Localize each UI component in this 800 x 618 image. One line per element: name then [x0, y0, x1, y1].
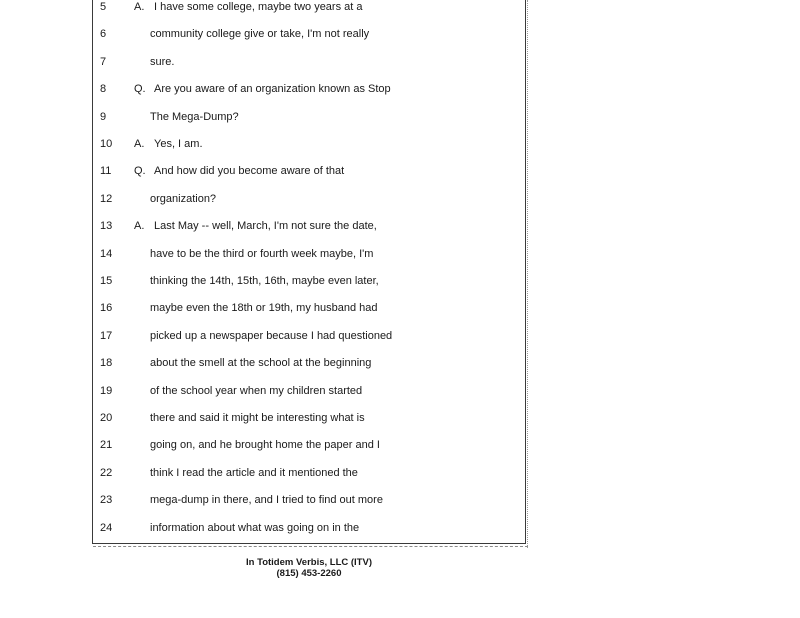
transcript-line [93, 520, 525, 536]
speaker-label: A. [134, 220, 145, 233]
line-text: have to be the third or fourth week maybe, I'm [150, 247, 374, 260]
speaker-label: A. [134, 138, 145, 150]
line-text: sure. [150, 55, 175, 68]
line-text: think I read the article and it mentioned the [150, 466, 358, 479]
transcript-line [93, 273, 525, 289]
transcript-line [93, 54, 525, 70]
speaker-label: Q. [134, 83, 146, 96]
line-number: 19 [100, 384, 113, 397]
footer-company: In Totidem Verbis, LLC (ITV) [246, 557, 372, 568]
transcript-line [93, 0, 525, 15]
line-text: mega-dump in there, and I tried to find out more [150, 494, 383, 507]
transcript-line [93, 109, 525, 125]
line-text: picked up a newspaper because I had questioned [150, 329, 393, 342]
line-text: information about what was going on in the [150, 521, 360, 534]
line-text: community college give or take, I'm not really [150, 28, 370, 41]
line-number: 15 [100, 275, 113, 287]
transcript-line [93, 218, 525, 234]
line-text: Are you aware of an organization known as Stop [154, 83, 391, 96]
line-number: 23 [100, 494, 113, 507]
line-number: 13 [100, 220, 113, 233]
transcript-line [93, 163, 525, 179]
line-text: Yes, I am. [154, 138, 203, 150]
line-number: 16 [100, 302, 113, 315]
line-number: 21 [100, 439, 113, 452]
line-text: maybe even the 18th or 19th, my husband had [150, 302, 378, 315]
line-number: 5 [100, 1, 107, 13]
line-number: 24 [100, 521, 113, 534]
line-number: 22 [100, 466, 113, 479]
line-text: organization? [150, 192, 217, 205]
transcript-line [93, 300, 525, 316]
transcript-line [93, 355, 525, 371]
line-number: 12 [100, 192, 113, 205]
transcript-line [93, 437, 525, 453]
speaker-label: A. [134, 1, 145, 13]
transcript-line [93, 492, 525, 508]
speaker-label: Q. [134, 165, 146, 178]
line-text: thinking the 14th, 15th, 16th, maybe even later, [150, 275, 379, 287]
line-text: Last May -- well, March, I'm not sure the date, [154, 220, 377, 233]
line-text: And how did you become aware of that [154, 165, 345, 178]
line-number: 8 [100, 83, 107, 96]
line-text: about the smell at the school at the beginning [150, 357, 372, 370]
transcript-line [93, 136, 525, 152]
line-number: 17 [100, 329, 113, 342]
transcript-line [93, 81, 525, 97]
transcript-line [93, 465, 525, 481]
line-number: 20 [100, 412, 113, 424]
line-number: 11 [100, 165, 112, 178]
line-number: 18 [100, 357, 113, 370]
line-text: The Mega-Dump? [150, 110, 239, 123]
line-text: going on, and he brought home the paper and I [150, 439, 380, 452]
transcript-line [93, 410, 525, 426]
line-text: there and said it might be interesting what is [150, 412, 365, 424]
scan-edge [527, 0, 530, 548]
transcript-line [93, 26, 525, 42]
footer-phone: (815) 453-2260 [276, 568, 342, 579]
line-number: 7 [100, 55, 107, 68]
transcript-line [93, 383, 525, 399]
line-number: 14 [100, 247, 113, 260]
line-text: of the school year when my children started [150, 384, 363, 397]
line-text: I have some college, maybe two years at a [154, 1, 363, 13]
transcript-line [93, 246, 525, 262]
line-number: 6 [100, 28, 107, 41]
transcript-line [93, 328, 525, 344]
transcript-line [93, 191, 525, 207]
line-number: 10 [100, 138, 113, 150]
line-number: 9 [100, 110, 107, 123]
transcript-page [92, 0, 526, 544]
